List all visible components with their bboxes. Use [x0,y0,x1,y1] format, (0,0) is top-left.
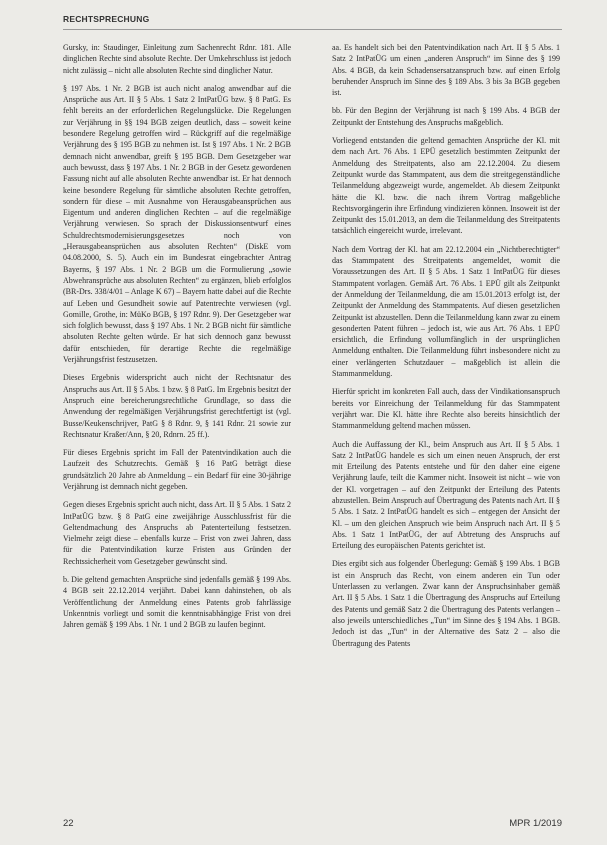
paragraph: b. Die geltend gemachten Ansprüche sind jedenfalls gemäß § 199 Abs. 4 BGB seit 22.12.2014 verjährt. Dabei kann dahinstehen, ob als Veröffentlichung der Anmeldung eines Patents grob fahrlässige Unkenntnis vorliegt und somit die kenntnisabhängige Frist von drei Jahren gemäß § 199 Abs. 1 Nr. 1 und 2 BGB zu laufen beginnt. [63,575,291,630]
left-column [63,42,291,638]
paragraph: Für dieses Ergebnis spricht im Fall der Patentvindikation auch die Laufzeit des Schutzrechts. Gemäß § 16 PatG beträgt diese grundsätzlich 20 Jahre ab Anmeldung – ein Bedarf für eine 30-jährige Verjährung ist demnach nicht gegeben. [63,448,291,491]
paragraph: Gegen dieses Ergebnis spricht auch nicht, dass Art. II § 5 Abs. 1 Satz 2 IntPatÜG bzw. § 8 PatG eine zweijährige Ausschlussfrist für die Geltendmachung des Anspruchs ab Patenterteilung festsetzen. Vielmehr zeigt diese – ebenfalls kurze – Frist von zwei Jahren, dass für die Patentvindikation kurze Fristen aus Gründen der Rechtssicherheit vom Gesetzgeber gewünscht sind. [63,500,291,566]
paragraph: Vorliegend entstanden die geltend gemachten Ansprüche der Kl. mit dem nach Art. 76 Abs. 1 EPÜ gesetzlich bestimmten Zeitpunkt der Anmeldung des Streitpatents, also am 22.12.2004. Zu diesem Zeitpunkt wurde das Stammpatent, aus dem die streitgegenständliche Teilanmeldung abgezweigt wurde, angemeldet. Ab diesem Zeitpunkt hätte die Kl. bzw. die nach ihrem Vortrag maßgebliche Rechtsvorgängerin ihre Erfindung vindizieren können. Insoweit ist der Zeitpunkt des 15.01.2013, an dem die Teilanmeldung des Streitpatents tatsächlich eingereicht wurde, irrelevant. [332,136,560,236]
paragraph: § 197 Abs. 1 Nr. 2 BGB ist auch nicht analog anwendbar auf die Ansprüche aus Art. II § 5 Abs. 1 Satz 2 IntPatÜG bzw. § 8 PatG. Es fehlt bereits an der erforderlichen Regelungslücke. Die Regelungen zur Verjährung in §§ 194 BGB zeigen deutlich, dass – soweit keine besondere Regelung getroffen wird – Rückgriff auf die regelmäßige Verjährung des § 195 BGB zu nehmen ist. Ist § 197 Abs. 1 Nr. 2 BGB demnach nicht anwendbar, greift § 195 BGB. Dem Gesetzgeber war auch bewusst, dass § 197 Abs. 1 Nr. 2 BGB in der Gesetz gewordenen Fassung nicht auf alle absoluten Rechte anwendbar ist. Er hat dennoch keine besondere Regelung für sämtliche absoluten Rechte getroffen, sondern für diese – mit Ausnahme von Herausgabeansprüchen aus Eigentum und anderen dinglichen Rechten – auf die regelmäßige Verjährung verwiesen. So sprach der Diskussionsentwurf eines Schuldrechtsmodernisierungsgesetzes noch von „Herausgabeansprüchen aus absoluten Rechten“ (DiskE vom 04.08.2000, S. 5). Auch ein im Bundesrat eingebrachter Antrag Bayerns, § 197 Abs. 1 Nr. 2 BGB um die Formulierung „sowie Abwehransprüche aus absoluten Rechten“ zu ergänzen, blieb erfolglos (BR-Drs. 338/4/01 – Anlage K 67) – Bayern hatte dabei auf die Rechte auf Leben und Gesundheit sowie auf Patentrechte verwiesen (vgl. Gomille, Grothe, in: MüKo BGB, § 197 Rdnr. 9). Der Gesetzgeber war sich folglich bewusst, dass § 197 Abs. 1 Nr. 2 BGB nicht für sämtliche absoluten Rechte gelten würde. Er hat sich dennoch ganz bewusst dafür entschieden, für derartige Rechte die regelmäßige Verjährungsfrist festzusetzen. [63,83,291,365]
paragraph: aa. Es handelt sich bei den Patentvindikation nach Art. II § 5 Abs. 1 Satz 2 IntPatÜG um einen „anderen Anspruch“ im Sinne des § 199 Abs. 4 BGB, da kein Schadensersatzanspruch bzw. auf einen Erfolg beruhender Anspruch im Sinne des § 189 Abs. 3 bis 3a BGB gegeben ist. [332,43,560,98]
journal-issue: MPR 1/2019 [509,818,562,829]
right-column [332,42,560,656]
paragraph: Dies ergibt sich aus folgender Überlegung: Gemäß § 199 Abs. 1 BGB ist ein Anspruch das Recht, von einem anderen ein Tun oder Unterlassen zu verlangen. Zwar kann der Anspruchsinhaber gemäß Art. II § 5 Abs. 1 Satz 1 die Übertragung des Anspruchs auf Erteilung des Patents und gemäß Satz 2 die Übertragung des Patents verlangen – also jeweils unterschiedliches „Tun“ im Sinne des § 194 Abs. 1 BGB. Jedoch ist das „Tun“ in der Alternative des Satz 2 – also die Übertragung des Patents [332,559,560,648]
section-header: RECHTSPRECHUNG [63,14,150,24]
paragraph: Auch die Auffassung der Kl., beim Anspruch aus Art. II § 5 Abs. 1 Satz 2 IntPatÜG handele es sich um einen neuen Anspruch, der erst mit Erteilung des Patents entstehe und für den daher eine eigene Verjährung laufe, teilt die Kammer nicht. Insoweit ist nicht – wie von der Kl. vorgetragen – auf den Zeitpunkt der Erteilung des Patents abzustellen. Beim Anspruch auf Übertragung des Patents nach Art. II § 5 Abs. 1 Satz. 2 IntPatÜG handelt es sich – entgegen der Ansicht der Kl. – um den gleichen Anspruch wie beim Anspruch nach Art. II § 5 Abs. 1 Satz 1 IntPatÜG, der auf Abtretung des Anspruchs auf Erteilung des europäischen Patents gerichtet ist. [332,439,560,551]
paragraph: bb. Für den Beginn der Verjährung ist nach § 199 Abs. 4 BGB der Zeitpunkt der Entstehung des Anspruchs maßgeblich. [332,106,560,127]
page-number: 22 [63,818,74,829]
header-rule [63,29,562,30]
paragraph: Nach dem Vortrag der Kl. hat am 22.12.2004 ein „Nichtberechtigter“ das Stammpatent des Streitpatents angemeldet, womit die Voraussetzungen des Art. II § 5 Abs. 1 Satz 1 IntPatÜG für dieses Stammpatent vorlagen. Gemäß Art. 76 Abs. 1 EPÜ gilt als Zeitpunkt der Anmeldung der Teilanmeldung, die am 15.01.2013 erfolgt ist, der Zeitpunkt der Anmeldung des Stammpatents. Auf diesen gesetzlichen Zeitpunkt ist abzustellen. Denn die Teilanmeldung kann zwar zu einem gesonderten Patent führen – jedoch ist, wie aus Art. 76 Abs. 1 EPÜ ersichtlich, die Erfindung vollumfänglich in der ursprünglichen Anmeldung enthalten. Die Teilanmeldung führt insbesondere nicht zu einer verlängerten Schutzdauer – maßgeblich ist allein die Stammanmeldung. [332,244,560,379]
paragraph: Dieses Ergebnis widerspricht auch nicht der Rechtsnatur des Anspruchs aus Art. II § 5 Abs. 1 bzw. § 8 PatG. Im Ergebnis besitzt der Anspruch eine bereicherungsrechtliche Grundlage, so dass die Anwendung der regelmäßigen Verjährungsfrist gerechtfertigt ist (vgl. Busse/Keukenschrijver, PatG § 8 Rdnr. 9, § 141 Rdnr. 21 sowie zur Rechtsnatur Kraßer/Ann, § 20, Rdnrn. 25 ff.). [63,373,291,439]
paragraph: Gursky, in: Staudinger, Einleitung zum Sachenrecht Rdnr. 181. Alle dinglichen Rechte sind absolute Rechte. Der Umkehrschluss ist jedoch nicht zulässig – nicht alle absoluten Rechte sind dinglicher Natur. [63,43,291,75]
paragraph: Hierfür spricht im konkreten Fall auch, dass der Vindikationsanspruch bereits vor Einreichung der Teilanmeldung für das Stammpatent verjährt war. Die Kl. hätte ihre Rechte also bereits hinsichtlich der Stammanmeldung geltend machen müssen. [332,387,560,431]
